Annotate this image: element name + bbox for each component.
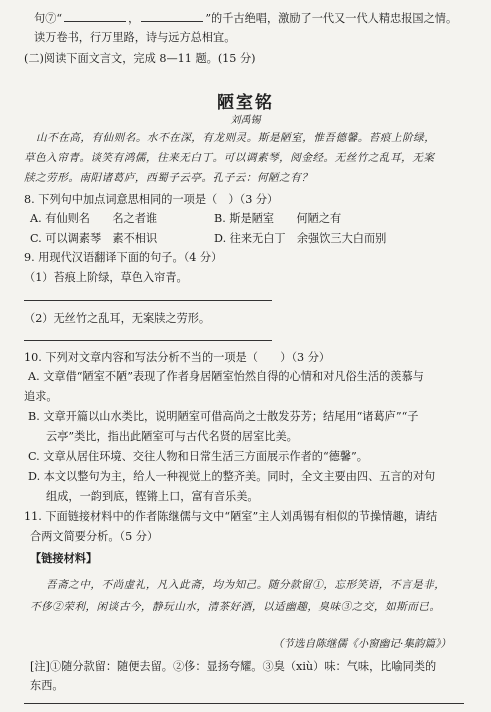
q8-option-c[interactable] bbox=[30, 231, 157, 246]
option-pair: 余强饮三大白而别 bbox=[296, 232, 387, 245]
option-label: A. 有仙则名 bbox=[30, 212, 90, 225]
passage-author: 刘禹锡 bbox=[230, 115, 261, 126]
q10-option-d[interactable]: D. 本文以整句为主，给人一种视觉上的整齐美。同时，全文主要由四、五言的对句 bbox=[28, 470, 436, 483]
material-line: 不侈②荣利，闲谈古今，静玩山水，清茶好酒，以适幽趣，臭味③之交，如斯而已。 bbox=[30, 601, 441, 613]
passage-title: 陋室铭 bbox=[217, 93, 274, 113]
q9-stem: 9. 用现代汉语翻译下面的句子。（4 分） bbox=[24, 251, 223, 264]
notes-line: [注]①随分款留：随便去留。②侈：显扬夸耀。③臭（xiù）味：气味，比喻同类的 bbox=[30, 660, 437, 673]
q9-sentence-2: （2）无丝竹之乱耳，无案牍之劳形。 bbox=[24, 312, 211, 325]
fill-prefix: 句⑦“ bbox=[34, 12, 63, 25]
q9-sentence-1: （1）苔痕上阶绿，草色入帘青。 bbox=[24, 271, 188, 284]
answer-line[interactable] bbox=[24, 340, 272, 341]
q10-stem: 10. 下列对文章内容和写法分析不当的一项是（ ）（3 分） bbox=[24, 351, 331, 364]
q10-option-b-cont: 云亭”类比，指出此陋室可与古代名贤的居室比美。 bbox=[46, 430, 298, 443]
answer-blank-2[interactable] bbox=[141, 10, 203, 22]
option-pair: 素不相识 bbox=[112, 232, 158, 245]
q10-option-a-cont: 追求。 bbox=[24, 390, 58, 403]
fill-suffix: ”的千古绝唱，激励了一代又一代人精忠报国之情。 bbox=[205, 12, 458, 25]
notes-line: 东西。 bbox=[30, 679, 64, 692]
poem-fill-line bbox=[34, 10, 457, 26]
answer-blank-1[interactable] bbox=[64, 10, 126, 22]
passage-line: 牍之劳形。南阳诸葛庐，西蜀子云亭。孔子云：何陋之有？ bbox=[24, 172, 313, 184]
material-source: （节选自陈继儒《小窗幽记·集韵篇》） bbox=[272, 638, 451, 650]
q11-stem-cont: 合两文简要分析。（5 分） bbox=[30, 530, 159, 543]
q8-option-d[interactable] bbox=[214, 231, 386, 246]
answer-line[interactable] bbox=[24, 703, 464, 704]
option-pair: 名之者谁 bbox=[112, 212, 158, 225]
fill-comma: ， bbox=[128, 12, 140, 25]
option-label: D. 往来无白丁 bbox=[214, 232, 286, 245]
passage-line: 山不在高，有仙则名。水不在深，有龙则灵。斯是陋室，惟吾德馨。苔痕上阶绿， bbox=[36, 132, 436, 144]
option-label: B. 斯是陋室 bbox=[214, 212, 275, 225]
link-material-label: 【链接材料】 bbox=[30, 551, 98, 565]
closing-line: 读万卷书，行万里路，诗与远方总相宜。 bbox=[34, 31, 236, 44]
q8-option-b[interactable] bbox=[214, 211, 341, 226]
option-pair: 何陋之有 bbox=[296, 212, 342, 225]
q10-option-c[interactable]: C. 文章从居住环境、交往人物和日常生活三方面展示作者的“德馨”。 bbox=[28, 450, 368, 463]
q10-option-d-cont: 组成，一韵到底，铿锵上口，富有音乐美。 bbox=[46, 490, 259, 503]
answer-line[interactable] bbox=[24, 300, 272, 301]
section-heading: (二)阅读下面文言文，完成 8—11 题。(15 分) bbox=[24, 52, 256, 65]
q8-stem: 8. 下列句中加点词意思相同的一项是（ ）（3 分） bbox=[24, 193, 279, 206]
q8-option-a[interactable] bbox=[30, 211, 157, 226]
material-line: 吾斋之中，不尚虚礼，凡入此斋，均为知己。随分款留①，忘形笑语，不言是非， bbox=[46, 579, 446, 591]
option-label: C. 可以调素琴 bbox=[30, 232, 102, 245]
q11-stem: 11. 下面链接材料中的作者陈继儒与文中“陋室”主人刘禹锡有相似的节操情趣，请结 bbox=[24, 510, 438, 523]
q10-option-a[interactable]: A. 文章借“陋室不陋”表现了作者身居陋室怡然自得的心情和对凡俗生活的羡慕与 bbox=[28, 370, 424, 383]
passage-line: 草色入帘青。谈笑有鸿儒，往来无白丁。可以调素琴，阅金经。无丝竹之乱耳，无案 bbox=[24, 152, 435, 164]
q10-option-b[interactable]: B. 文章开篇以山水类比，说明陋室可借高尚之士散发芬芳；结尾用“诸葛庐”“子 bbox=[28, 410, 419, 423]
